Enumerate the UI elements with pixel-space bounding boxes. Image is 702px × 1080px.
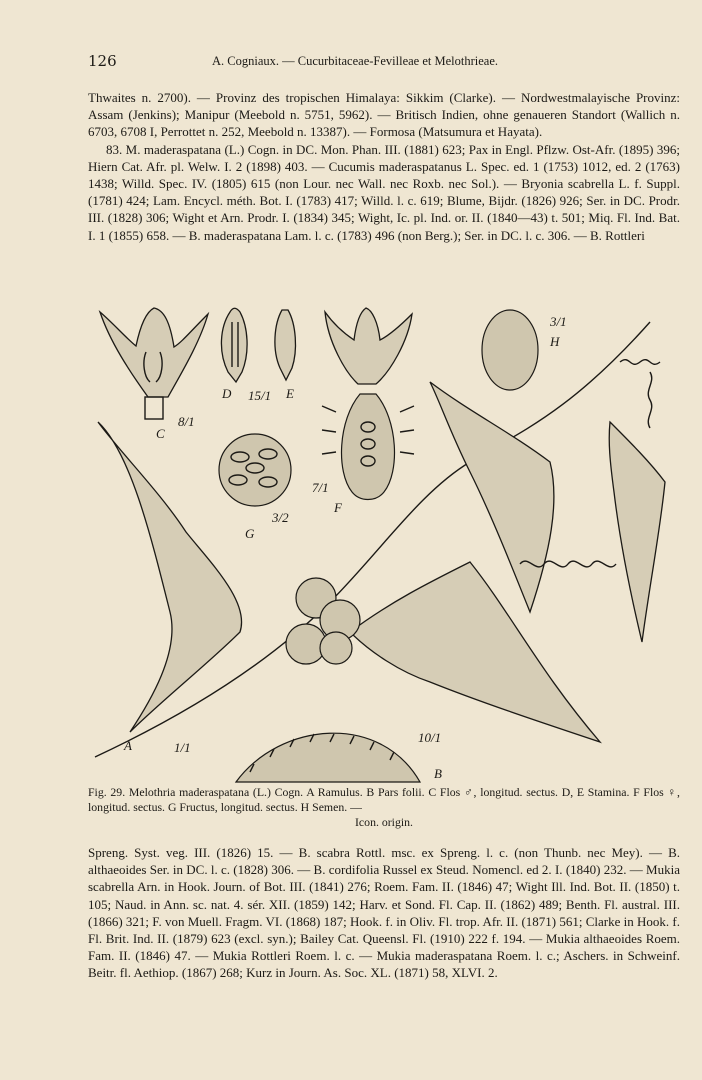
stamen-d [221, 308, 247, 382]
label-e: E [286, 386, 294, 401]
body-text-top [88, 89, 680, 244]
running-header [88, 52, 678, 74]
label-g: G [245, 526, 255, 541]
figure-29-illustration [90, 302, 680, 788]
flower-male-section [100, 308, 208, 419]
label-f: F [334, 500, 342, 515]
body-text-bottom [88, 844, 680, 982]
running-title: A. Cogniaux. — Cucurbitaceae-Fevilleae et Melothrieae. [212, 54, 499, 68]
branch-ramulus [95, 322, 665, 757]
stamen-e [275, 310, 296, 380]
label-g-scale: 3/2 [272, 510, 289, 525]
seed [482, 310, 538, 390]
label-a-scale: 1/1 [174, 740, 191, 755]
label-d: D [222, 386, 232, 401]
label-h: H [550, 334, 560, 349]
label-b: B [434, 766, 442, 781]
label-a: A [124, 738, 132, 753]
caption-line-1: Fig. 29. Melothria maderaspatana (L.) Cogn. A Ramulus. B Pars folii. C Flos ♂, longitud. sectus. D, E Stamina. F Flos ♀, longitud. sectus. G Fructus, longitud. sectus. H Semen. — [88, 785, 680, 814]
label-c-scale: 8/1 [178, 414, 195, 429]
page-number: 126 [88, 52, 117, 70]
label-h-scale: 3/1 [550, 314, 567, 329]
label-f-scale: 7/1 [312, 480, 329, 495]
caption-line-2: Icon. origin. [355, 815, 413, 829]
paragraph-distribution: Thwaites n. 2700). — Provinz des tropischen Himalaya: Sikkim (Clarke). — Nordwestmalayische Provinz: Assam (Jenkins); Manipur (Meebold n. 5751, 5962). — Britisch Indien, ohne genaueren Standort (Wallich n. 6703, 6708 I, Perrottet n. 252, Meebold n. 13387). — Formosa (Matsumura et Hayata). [88, 90, 680, 140]
paragraph-species-83: 83. M. maderaspatana (L.) Cogn. in DC. Mon. Phan. III. (1881) 623; Pax in Engl. Pflzw. Ost-Afr. (1895) 396; Hiern Cat. Afr. pl. Welw. I. 2 (1898) 403. — Cucumis maderaspatanus L. Spec. ed. 1 (1753) 1012, ed. 2 (1763) 1438; Willd. Spec. IV. (1805) 615 (non Lour. nec Wall. nec Roxb. nec Sol.). — Bryonia scabrella L. f. Suppl. (1781) 424; Lam. Encycl. méth. Bot. I. (1783) 417; Willd. l. c. 619; Blume, Bijdr. (1826) 926; Ser. in DC. Prodr. III. (1828) 306; Wight et Arn. Prodr. I. (1834) 345; Wight, Ic. pl. Ind. or. II. (1840—43) t. 501; Miq. Fl. Ind. Bat. I. 1 (1855) 658. — B. maderaspatana Lam. l. c. (1783) 496 (non Berg.); Ser. in DC. l. c. 306. — B. Rottleri [88, 141, 680, 243]
fruit-section [219, 434, 291, 506]
label-b-scale: 10/1 [418, 730, 442, 745]
botanical-drawing [90, 302, 680, 788]
label-de-scale: 15/1 [248, 388, 272, 403]
figure-caption [88, 785, 680, 830]
paragraph-synonyms: Spreng. Syst. veg. III. (1826) 15. — B. scabra Rottl. msc. ex Spreng. l. c. (non Thunb. nec Mey). — B. althaeoides Ser. in DC. l. c. (1828) 306. — B. cordifolia Russel ex Steud. Nomencl. ed 2. I. (1840) 232. — Mukia scabrella Arn. in Hook. Journ. of Bot. III. (1841) 276; Roem. Fam. II. (1846) 47; Wight Ill. Ind. Bot. II. (1850) t. 105; Naud. in Ann. sc. nat. 4. sér. XII. (1859) 142; Harv. et Sond. Fl. Cap. II. (1862) 489; Benth. Fl. austral. III. (1866) 321; F. von Muell. Fragm. VI. (1868) 187; Hook. f. in Oliv. Fl. trop. Afr. II. (1871) 561; Clarke in Hook. f. Fl. Brit. Ind. II. (1879) 623 (excl. syn.); Bailey Cat. Queensl. Fl. (1910) 222 f. 194. — Mukia althaeoides Roem. Fam. II. (1846) 47. — Mukia Rottleri Roem. l. c. — Mukia maderaspatana Roem. l. c.; Aschers. in Schweinf. Beitr. fl. Aethiop. (1867) 268; Kurz in Journ. As. Soc. XL. (1871) 58, XLVI. 2. [88, 845, 680, 981]
leaf-detail [236, 733, 420, 782]
flower-female-section [322, 308, 414, 500]
label-c: C [156, 426, 165, 441]
